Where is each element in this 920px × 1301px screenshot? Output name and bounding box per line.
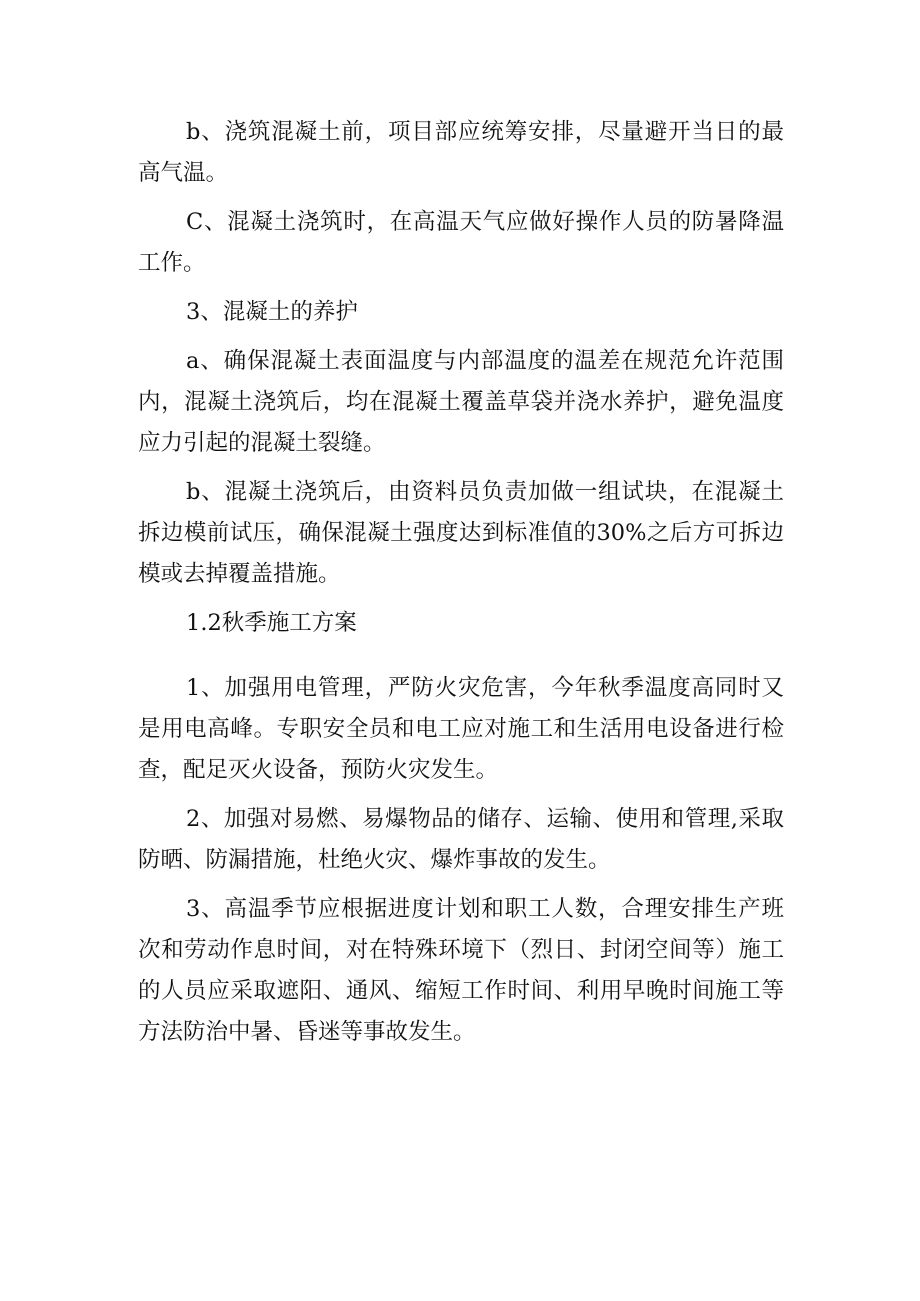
paragraph-hazardous-materials: 2、加强对易燃、易爆物品的储存、运输、使用和管理,采取防晒、防漏措施，杜绝火灾、爆炸事故的发生。 xyxy=(138,806,784,873)
section-heading-autumn-plan: 1.2秋季施工方案 xyxy=(186,610,357,636)
paragraph-test-blocks: b、混凝土浇筑后，由资料员负责加做一组试块，在混凝土拆边模前试压，确保混凝土强度达到标准值的30%之后方可拆边模或去掉覆盖措施。 xyxy=(138,479,784,587)
paragraph-work-schedule: 3、高温季节应根据进度计划和职工人数，合理安排生产班次和劳动作息时间，对在特殊环境下（烈日、封闭空间等）施工的人员应采取遮阳、通风、缩短工作时间、利用早晚时间施工等方法防治中暑、昏迷等事故发生。 xyxy=(138,896,784,1045)
section-heading-curing: 3、混凝土的养护 xyxy=(186,299,358,325)
paragraph-heat-protection: C、混凝土浇筑时，在高温天气应做好操作人员的防暑降温工作。 xyxy=(138,209,784,276)
paragraph-electricity-management: 1、加强用电管理，严防火灾危害，今年秋季温度高同时又是用电高峰。专职安全员和电工应对施工和生活用电设备进行检查，配足灭火设备，预防火灾发生。 xyxy=(138,675,784,783)
paragraph-pouring-schedule: b、浇筑混凝土前，项目部应统筹安排，尽量避开当日的最高气温。 xyxy=(138,119,784,186)
paragraph-temperature-control: a、确保混凝土表面温度与内部温度的温差在规范允许范围内，混凝土浇筑后，均在混凝土覆盖草袋并浇水养护，避免温度应力引起的混凝土裂缝。 xyxy=(138,348,784,456)
document-body xyxy=(138,112,784,1061)
